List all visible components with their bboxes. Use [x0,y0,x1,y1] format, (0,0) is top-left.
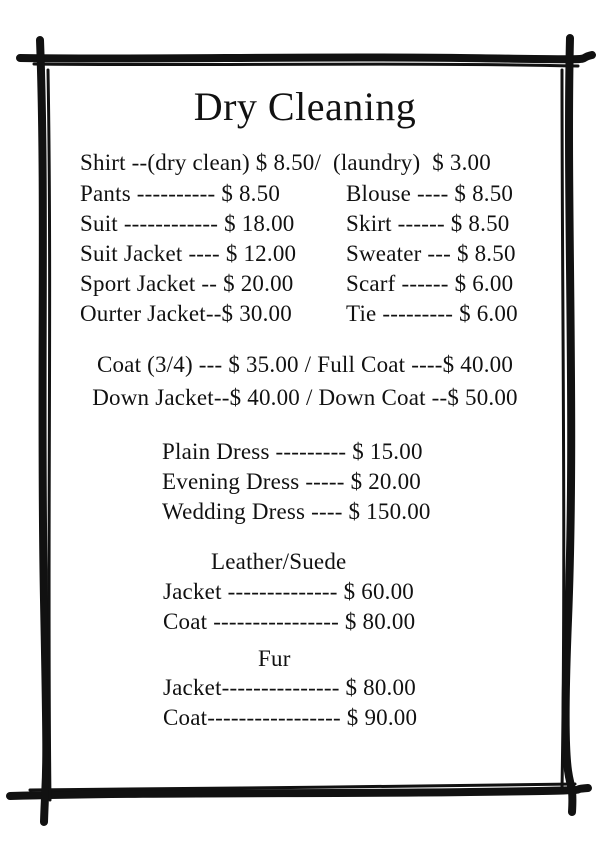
price-item-sweater: Sweater --- $ 8.50 [346,241,516,266]
price-item-suit-jacket: Suit Jacket ---- $ 12.00 [80,241,297,266]
price-item-suit: Suit ------------ $ 18.00 [80,211,295,236]
price-line-down: Down Jacket--$ 40.00 / Down Coat --$ 50.00 [92,385,518,410]
price-item-tie: Tie --------- $ 6.00 [346,301,518,326]
section-heading-leather: Leather/Suede [211,549,347,574]
price-item-leather-jacket: Jacket -------------- $ 60.00 [163,579,414,604]
page-title: Dry Cleaning [193,84,417,129]
price-item-outer-jacket: Ourter Jacket--$ 30.00 [80,301,292,326]
price-item-evening-dress: Evening Dress ----- $ 20.00 [162,469,421,494]
shirt-price-line: Shirt --(dry clean) $ 8.50/ (laundry) $ 3.00 [80,150,491,175]
price-item-plain-dress: Plain Dress --------- $ 15.00 [162,439,423,464]
price-line-coat: Coat (3/4) --- $ 35.00 / Full Coat ----$ 40.00 [96,352,514,377]
price-item-fur-jacket: Jacket--------------- $ 80.00 [163,675,416,700]
price-item-scarf: Scarf ------ $ 6.00 [346,271,514,296]
price-item-skirt: Skirt ------ $ 8.50 [346,211,510,236]
price-item-blouse: Blouse ---- $ 8.50 [346,181,514,206]
section-heading-fur: Fur [258,646,291,671]
price-item-sport-jacket: Sport Jacket -- $ 20.00 [80,271,294,296]
price-item-leather-coat: Coat ---------------- $ 80.00 [163,609,416,634]
price-item-fur-coat: Coat----------------- $ 90.00 [163,705,418,730]
price-item-wedding-dress: Wedding Dress ---- $ 150.00 [162,499,431,524]
price-item-pants: Pants ---------- $ 8.50 [80,181,281,206]
